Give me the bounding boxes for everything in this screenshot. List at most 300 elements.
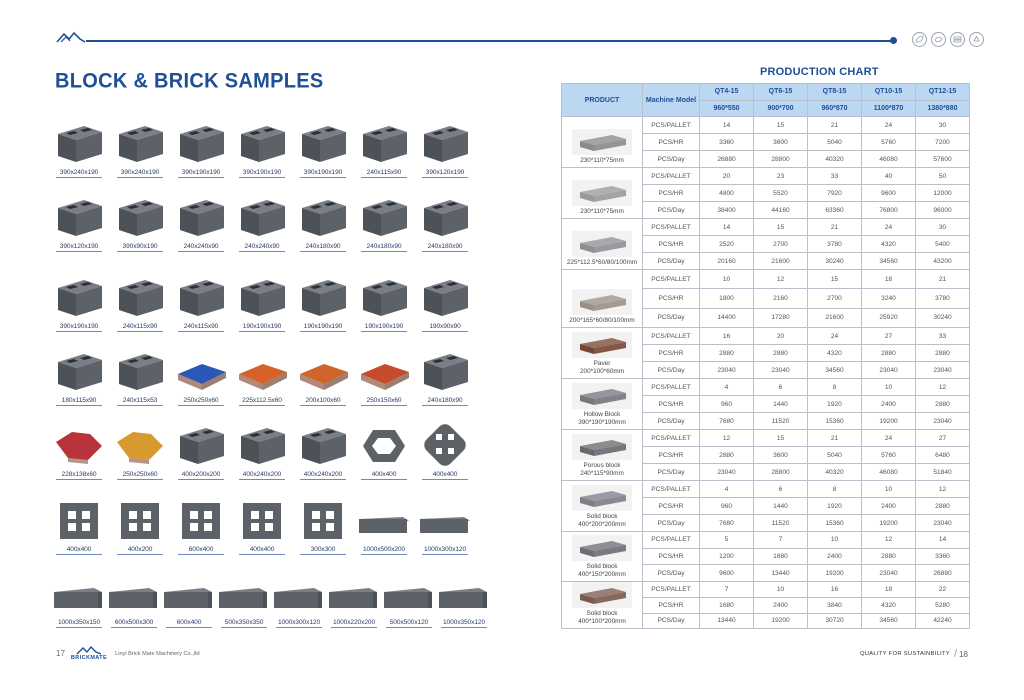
product-label: Solid block 400*100*200mm [578,610,626,626]
block-image [355,412,413,470]
label-underline [117,331,163,332]
block-image [355,338,413,396]
value-cell: 44160 [754,202,808,219]
value-cell: 20160 [700,253,754,270]
value-cell: 24 [862,430,916,447]
block-image [215,560,273,618]
value-cell: 40 [862,168,916,185]
value-cell: 1200 [700,548,754,565]
header-model: QT8-15 [808,84,862,101]
block-image [380,560,438,618]
unit-label: PCS/HR [643,548,700,565]
unit-label: PCS/HR [643,185,700,202]
value-cell: 9600 [862,185,916,202]
sample-item [416,264,474,332]
value-cell: 38400 [700,202,754,219]
sample-item [172,412,230,480]
label-underline [422,177,468,178]
sample-size-label: 180x115x90 [61,397,97,404]
label-underline [178,331,224,332]
value-cell: 3780 [808,236,862,253]
header-product: PRODUCT [562,84,643,117]
block-image [416,110,474,168]
value-cell: 2880 [754,345,808,362]
sample-size-label: 390x190x190 [59,323,99,330]
value-cell: 2880 [916,345,970,362]
block-image [172,184,230,242]
label-underline [117,177,163,178]
sample-item [233,487,291,555]
block-image [50,487,108,545]
label-underline [361,251,407,252]
block-image [325,560,383,618]
header-model: QT4-15 [700,84,754,101]
value-cell: 63360 [808,202,862,219]
table-row [562,532,970,549]
unit-label: PCS/PALLET [643,270,700,289]
sample-item [294,487,352,555]
sample-size-label: 400x400 [249,546,275,553]
value-cell: 57600 [916,151,970,168]
value-cell: 3360 [916,548,970,565]
value-cell: 28800 [754,151,808,168]
sample-item [233,110,291,178]
value-cell: 2700 [808,289,862,308]
value-cell: 12 [862,532,916,549]
value-cell: 26880 [700,151,754,168]
value-cell: 3780 [916,289,970,308]
value-cell: 19200 [862,413,916,430]
value-cell: 21 [916,270,970,289]
value-cell: 1680 [754,548,808,565]
header-size: 1100*870 [862,100,916,117]
value-cell: 2400 [808,548,862,565]
sample-size-label: 390x190x190 [242,169,282,176]
value-cell: 6480 [916,447,970,464]
block-image [233,412,291,470]
sample-item [172,184,230,252]
label-underline [56,405,102,406]
value-cell: 13440 [700,613,754,629]
value-cell: 42240 [916,613,970,629]
sample-size-label: 240x180x90 [427,397,463,404]
value-cell: 2880 [916,498,970,515]
value-cell: 14 [700,117,754,134]
sample-item [416,110,474,178]
value-cell: 34560 [808,362,862,379]
value-cell: 46080 [862,464,916,481]
unit-label: PCS/PALLET [643,328,700,345]
value-cell: 34560 [862,613,916,629]
product-cell [562,270,643,328]
value-cell: 6 [754,481,808,498]
label-underline [276,627,322,628]
value-cell: 21 [808,430,862,447]
sample-item [50,560,108,628]
unit-label: PCS/HR [643,396,700,413]
table-row [562,219,970,236]
value-cell: 30240 [916,308,970,327]
block-image [294,412,352,470]
value-cell: 10 [700,270,754,289]
product-image [572,180,632,206]
value-cell: 5760 [862,134,916,151]
value-cell: 6 [754,379,808,396]
sample-item [416,412,474,480]
value-cell: 12 [700,430,754,447]
page-number-left: 17 [56,649,65,658]
value-cell: 18 [862,270,916,289]
sample-size-label: 400x400 [371,471,397,478]
block-image [233,264,291,322]
sample-size-label: 390x90x190 [122,243,158,250]
sample-item [160,560,218,628]
header-size: 960*870 [808,100,862,117]
sample-item [416,184,474,252]
sample-item [111,412,169,480]
unit-label: PCS/HR [643,134,700,151]
page-title: BLOCK & BRICK SAMPLES [55,69,324,93]
sample-item [355,412,413,480]
value-cell: 10 [862,481,916,498]
sample-size-label: 1000x300x120 [277,619,321,626]
unit-label: PCS/PALLET [643,168,700,185]
product-cell [562,117,643,168]
block-image [355,184,413,242]
block-image [294,184,352,242]
block-image [50,338,108,396]
block-image [355,487,413,545]
sample-item [50,338,108,406]
label-underline [178,554,224,555]
product-image [572,129,632,155]
sample-item [355,110,413,178]
sample-size-label: 240x115x53 [122,397,158,404]
value-cell: 23040 [916,362,970,379]
value-cell: 21 [808,117,862,134]
value-cell: 40320 [808,464,862,481]
table-row [562,328,970,345]
block-image [172,338,230,396]
production-table [561,83,970,629]
sample-item [111,264,169,332]
block-image [50,560,108,618]
value-cell: 2700 [754,236,808,253]
value-cell: 24 [862,219,916,236]
value-cell: 15 [754,219,808,236]
label-underline [361,554,407,555]
sample-size-label: 300x300 [310,546,336,553]
sample-size-label: 228x138x60 [61,471,97,478]
value-cell: 34560 [862,253,916,270]
sample-size-label: 240x115x90 [122,323,158,330]
label-underline [178,479,224,480]
value-cell: 20 [700,168,754,185]
label-underline [111,627,157,628]
value-cell: 24 [808,328,862,345]
unit-label: PCS/PALLET [643,532,700,549]
value-cell: 4 [700,379,754,396]
product-image [572,289,632,315]
block-image [50,110,108,168]
sample-item [172,487,230,555]
unit-label: PCS/HR [643,498,700,515]
value-cell: 15 [754,430,808,447]
label-underline [300,405,346,406]
sample-item [50,264,108,332]
sample-item [111,338,169,406]
sample-size-label: 240x240x90 [183,243,219,250]
label-underline [239,405,285,406]
value-cell: 5400 [916,236,970,253]
sample-item [294,264,352,332]
header-model: QT6-15 [754,84,808,101]
value-cell: 19200 [862,515,916,532]
sample-size-label: 225x112.5x60 [242,397,282,404]
value-cell: 1680 [700,597,754,613]
value-cell: 15360 [808,515,862,532]
label-underline [422,405,468,406]
value-cell: 30240 [808,253,862,270]
product-cell [562,219,643,270]
label-underline [117,554,163,555]
value-cell: 96000 [916,202,970,219]
product-label: 200*165*60/80/100mm [569,317,635,325]
label-underline [300,177,346,178]
header-rule [86,40,892,42]
block-image [172,264,230,322]
label-underline [117,479,163,480]
label-underline [422,331,468,332]
value-cell: 8 [808,379,862,396]
brand-name: BRICKMATE [70,655,108,661]
block-image [294,487,352,545]
value-cell: 30 [916,219,970,236]
label-underline [361,405,407,406]
value-cell: 16 [808,582,862,598]
unit-label: PCS/PALLET [643,379,700,396]
value-cell: 4320 [808,345,862,362]
value-cell: 30 [916,117,970,134]
block-image [416,264,474,322]
sample-size-label: 600x400 [188,546,214,553]
sample-size-label: 390x240x190 [59,169,99,176]
sample-size-label: 500x500x120 [389,619,429,626]
value-cell: 2880 [700,345,754,362]
product-cell [562,430,643,481]
value-cell: 43200 [916,253,970,270]
sample-item [270,560,328,628]
sample-size-label: 250x250x60 [122,471,158,478]
sample-item [172,338,230,406]
table-row [562,168,970,185]
label-underline [117,251,163,252]
product-cell [562,379,643,430]
value-cell: 15 [754,117,808,134]
sample-item [105,560,163,628]
unit-label: PCS/Day [643,202,700,219]
value-cell: 9600 [700,565,754,582]
sample-size-label: 1000x500x200 [362,546,406,553]
table-row [562,117,970,134]
value-cell: 960 [700,396,754,413]
label-underline [361,177,407,178]
value-cell: 21600 [808,308,862,327]
sample-item [325,560,383,628]
unit-label: PCS/PALLET [643,481,700,498]
block-image [172,487,230,545]
value-cell: 33 [808,168,862,185]
unit-label: PCS/PALLET [643,430,700,447]
block-image [270,560,328,618]
product-image [572,485,632,511]
value-cell: 19200 [808,565,862,582]
value-cell: 4800 [700,185,754,202]
block-image [294,338,352,396]
sample-item [50,110,108,178]
slash-separator: / [954,648,958,660]
label-underline [300,331,346,332]
label-underline [56,251,102,252]
value-cell: 14 [916,532,970,549]
header-icons [912,32,984,47]
company-name: Linyi Brick Mate Machinery Co.,ltd [115,650,200,657]
label-underline [178,177,224,178]
product-label: Porous block 240*115*90mm [580,462,624,478]
footer-left [56,646,200,661]
label-underline [56,554,102,555]
value-cell: 76800 [862,202,916,219]
sample-size-label: 250x250x60 [183,397,219,404]
value-cell: 23040 [862,362,916,379]
label-underline [56,177,102,178]
value-cell: 7920 [808,185,862,202]
sample-item [380,560,438,628]
value-cell: 3360 [700,134,754,151]
value-cell: 28800 [754,464,808,481]
unit-label: PCS/Day [643,362,700,379]
sample-size-label: 240x115x90 [183,323,219,330]
footer-brand [71,646,107,661]
value-cell: 10 [808,532,862,549]
value-cell: 14 [700,219,754,236]
chart-title: PRODUCTION CHART [760,66,879,78]
value-cell: 15 [808,270,862,289]
unit-label: PCS/Day [643,613,700,629]
block-image [50,412,108,470]
value-cell: 2880 [862,548,916,565]
sample-item [355,338,413,406]
value-cell: 40320 [808,151,862,168]
sample-size-label: 390x120x190 [59,243,99,250]
sample-item [172,110,230,178]
block-image [416,184,474,242]
table-row [562,481,970,498]
value-cell: 2880 [916,396,970,413]
recycle-icon [969,32,984,47]
value-cell: 2400 [754,597,808,613]
sample-size-label: 600x400 [176,619,202,626]
label-underline [300,251,346,252]
block-image [50,264,108,322]
header-rule-dot [890,37,897,44]
header-model: QT12-15 [916,84,970,101]
block-image [111,412,169,470]
block-image [233,338,291,396]
eco-icon [931,32,946,47]
product-label: 225*112.5*60/80/100mm [566,259,638,267]
value-cell: 2400 [862,498,916,515]
label-underline [239,554,285,555]
value-cell: 1800 [700,289,754,308]
value-cell: 23040 [700,362,754,379]
product-cell [562,481,643,532]
leaf-icon [912,32,927,47]
value-cell: 12 [916,481,970,498]
value-cell: 11520 [754,413,808,430]
sample-item [111,487,169,555]
brand-logo-icon [76,646,102,655]
sample-item [294,338,352,406]
unit-label: PCS/Day [643,464,700,481]
sample-item [233,184,291,252]
table-row [562,430,970,447]
sample-item [416,338,474,406]
label-underline [300,554,346,555]
header-model: QT10-15 [862,84,916,101]
sample-size-label: 240x180x90 [427,243,463,250]
sample-item [215,560,273,628]
unit-label: PCS/Day [643,151,700,168]
sample-item [50,412,108,480]
table-row [562,582,970,598]
brick-icon [950,32,965,47]
sample-size-label: 1000x350x120 [442,619,486,626]
label-underline [178,405,224,406]
label-underline [300,479,346,480]
product-image [572,332,632,358]
sample-size-label: 240x180x90 [366,243,402,250]
sample-size-label: 390x240x190 [120,169,160,176]
value-cell: 2880 [862,345,916,362]
sample-item [233,338,291,406]
value-cell: 11520 [754,515,808,532]
unit-label: PCS/Day [643,565,700,582]
product-cell [562,168,643,219]
block-image [233,110,291,168]
sample-item [111,184,169,252]
value-cell: 23040 [916,515,970,532]
value-cell: 2160 [754,289,808,308]
block-image [355,110,413,168]
product-label: Hollow Block 390*190*190mm [578,411,626,427]
brand-logo-icon [56,31,86,43]
block-image [233,487,291,545]
value-cell: 1440 [754,498,808,515]
value-cell: 26880 [916,565,970,582]
block-image [50,184,108,242]
value-cell: 27 [916,430,970,447]
value-cell: 5760 [862,447,916,464]
value-cell: 23040 [916,413,970,430]
label-underline [331,627,377,628]
sample-size-label: 1000x300x120 [423,546,467,553]
value-cell: 7680 [700,413,754,430]
product-image [572,231,632,257]
value-cell: 7 [700,582,754,598]
unit-label: PCS/Day [643,515,700,532]
sample-size-label: 1000x350x150 [57,619,101,626]
